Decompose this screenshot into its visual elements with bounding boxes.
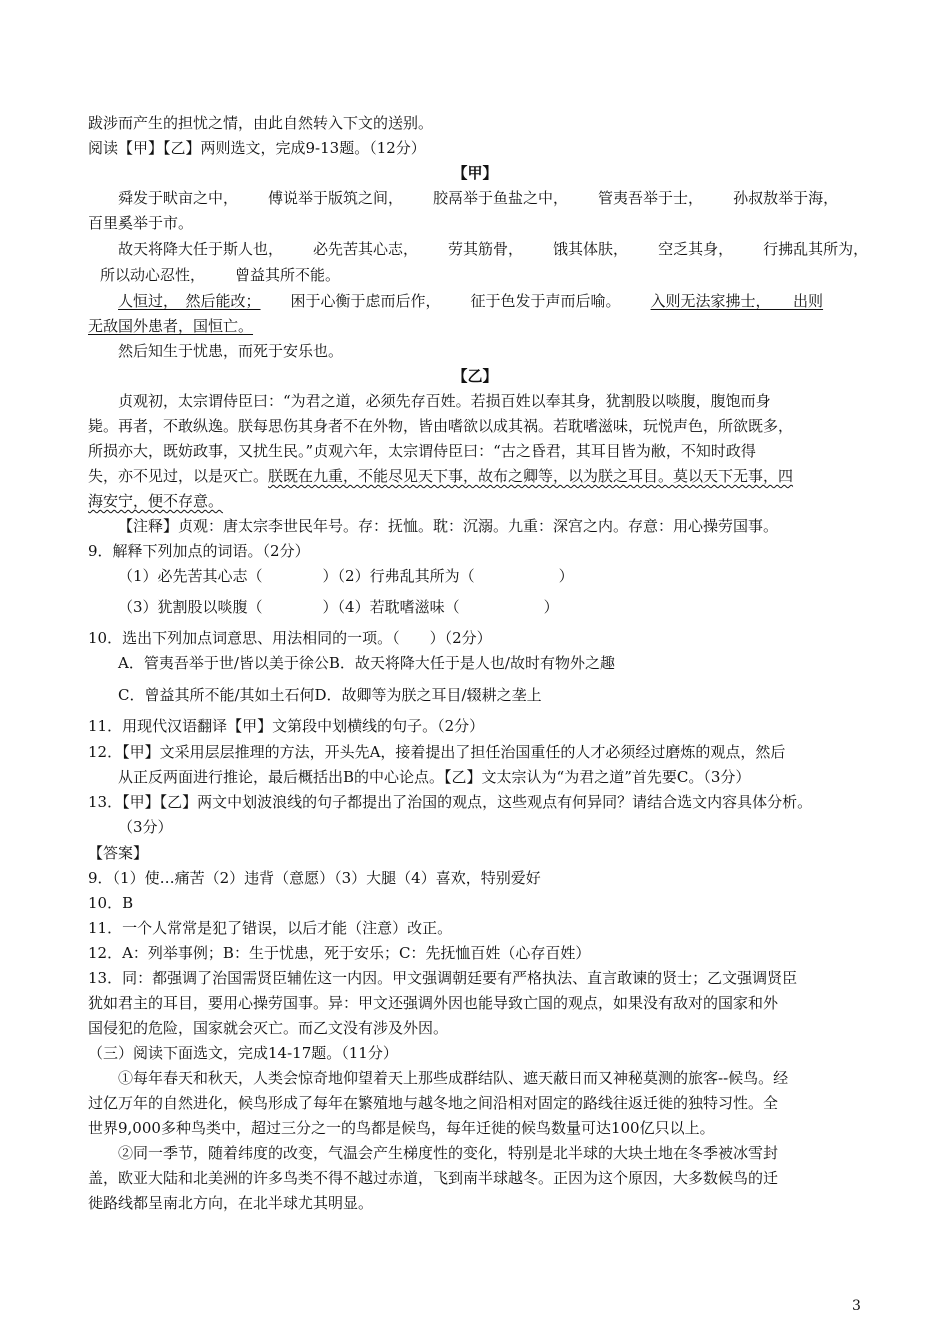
- text-line: [100, 264, 340, 286]
- question-10-options-ab: A．管夷吾举于世/皆以美于徐公B．故天将降大任于是人也/故时有物外之趣: [118, 654, 615, 672]
- phrase: 空乏其身，: [658, 240, 734, 258]
- question-10: 10．选出下列加点词意思、用法相同的一项。（ ）（2分）: [88, 629, 492, 647]
- text-line: [88, 315, 253, 337]
- section-3-instruction: （三）阅读下面选文，完成14-17题。（11分）: [88, 1044, 398, 1062]
- yi-text-line: [88, 465, 793, 487]
- phrase: 饿其体肤，: [553, 240, 629, 258]
- yi-text-line: 毙。再者，不敢纵逸。朕每思伤其身者不在外物，皆由嗜欲以成其祸。若耽嗜滋味，玩悦声色，所欲既多，: [88, 417, 794, 435]
- question-9: 9．解释下列加点的词语。（2分）: [88, 542, 310, 560]
- item: （3）犹割股以啖腹（: [118, 598, 263, 616]
- question-12: 12．【甲】文采用层层推理的方法，开头先A，接着提出了担任治国重任的人才必须经过磨炼的观点，然后: [88, 743, 786, 761]
- text-line: 百里奚举于市。: [88, 214, 194, 232]
- text-line: 跋涉而产生的担忧之情，由此自然转入下文的送别。: [88, 114, 434, 132]
- page-number: 3: [852, 1298, 861, 1314]
- section-title-jia: 【甲】: [452, 164, 498, 182]
- answer-13: 国侵犯的危险，国家就会灭亡。而乙文没有涉及外因。: [88, 1019, 449, 1037]
- underlined-sentence: 无敌国外患者，国恒亡。: [88, 317, 254, 335]
- item: （1）必先苦其心志（: [118, 567, 263, 585]
- answer-13: 13．同：都强调了治国需贤臣辅佐这一内因。甲文强调朝廷要有严格执法、直言敢谏的贤士；乙文强调贤臣: [88, 969, 798, 987]
- underlined-sentence: 人恒过， 然后能改；: [118, 292, 261, 310]
- passage-paragraph-2: 徙路线都呈南北方向，在北半球尤其明显。: [88, 1194, 374, 1212]
- reading-instruction: 阅读【甲】【乙】两则选文，完成9-13题。（12分）: [88, 139, 426, 157]
- wavy-underlined-sentence: 朕既在九重，不能尽见天下事，故布之卿等，以为朕之耳目。莫以天下无事，四: [268, 467, 794, 485]
- phrase: 行拂乱其所为，: [763, 240, 869, 258]
- answer-title: 【答案】: [88, 844, 149, 862]
- phrase: 傅说举于版筑之间，: [268, 189, 404, 207]
- answer-10: 10．B: [88, 894, 134, 912]
- phrase: 征于色发于声而后喻。: [470, 292, 621, 310]
- item: ）（4）若耽嗜滋味（: [322, 598, 460, 616]
- section-title-yi: 【乙】: [452, 367, 498, 385]
- phrase: 胶鬲举于鱼盐之中，: [433, 189, 569, 207]
- passage-paragraph-1: 世界9,000多种鸟类中，超过三分之一的鸟都是候鸟，每年迁徙的候鸟数量可达100亿只以上。: [88, 1119, 715, 1137]
- passage-paragraph-2: 盖，欧亚大陆和北美洲的许多鸟类不得不越过赤道，飞到南半球越冬。正因为这个原因，大多数候鸟的迁: [88, 1169, 779, 1187]
- phrase: 故天将降大任于斯人也，: [118, 240, 284, 258]
- answer-11: 11．一个人常常是犯了错误，以后才能（注意）改正。: [88, 919, 453, 937]
- answer-13: 犹如君主的耳目，要用心操劳国事。异：甲文还强调外因也能导致亡国的观点，如果没有敌对的国家和外: [88, 994, 779, 1012]
- passage-paragraph-1: ①每年春天和秋天，人类会惊奇地仰望着天上那些成群结队、遮天蔽日而又神秘莫测的旅客--候鸟。经: [118, 1069, 789, 1087]
- question-13: 13．【甲】【乙】两文中划波浪线的句子都提出了治国的观点，这些观点有何异同？请结合选文内容具体分析。: [88, 793, 813, 811]
- question-11: 11．用现代汉语翻译【甲】文第段中划横线的句子。（2分）: [88, 717, 485, 735]
- phrase: 困于心衡于虑而后作，: [290, 292, 441, 310]
- question-13: （3分）: [118, 818, 173, 836]
- passage-paragraph-1: 过亿万年的自然进化，候鸟形成了每年在繁殖地与越冬地之间沿相对固定的路线往返迁徙的独特习性。全: [88, 1094, 779, 1112]
- phrase: 必先苦其心志，: [313, 240, 419, 258]
- wavy-underlined-sentence: 海安宁，便不存意。: [88, 492, 224, 510]
- jia-paragraph-2: [118, 238, 868, 260]
- annotation: 【注释】贞观：唐太宗李世民年号。存：抚恤。耽：沉溺。九重：深宫之内。存意：用心操劳国事。: [118, 517, 779, 535]
- item: ）（2）行弗乱其所为（: [322, 567, 475, 585]
- question-9-items: [118, 565, 574, 587]
- phrase: 曾益其所不能。: [235, 266, 341, 284]
- passage-paragraph-2: ②同一季节，随着纬度的改变，气温会产生梯度性的变化，特别是北半球的大块土地在冬季被冰雪封: [118, 1144, 779, 1162]
- answer-12: 12．A：列举事例；B：生于忧患，死于安乐；C：先抚恤百姓（心存百姓）: [88, 944, 591, 962]
- yi-text-line: [88, 490, 223, 512]
- item: ）: [543, 598, 559, 616]
- yi-text-line: 所损亦大，既妨政事，又扰生民。”贞观六年，太宗谓侍臣曰：“古之昏君，其耳目皆为敝，不知时政得: [88, 442, 756, 460]
- phrase: 失，亦不见过，以是灭亡。: [88, 467, 269, 485]
- jia-paragraph-3: [118, 290, 823, 312]
- underlined-sentence: 入则无法家拂士， 出则: [650, 292, 824, 310]
- jia-paragraph-4: 然后知生于忧患，而死于安乐也。: [118, 342, 344, 360]
- phrase: 劳其筋骨，: [448, 240, 524, 258]
- phrase: 舜发于畎亩之中，: [118, 189, 239, 207]
- jia-paragraph-1: [118, 187, 838, 209]
- phrase: 所以动心忍性，: [100, 266, 206, 284]
- yi-text-line: 贞观初，太宗谓侍臣曰：“为君之道，必须先存百姓。若损百姓以奉其身，犹割股以啖腹，腹饱而身: [118, 392, 771, 410]
- question-10-options-cd: C．曾益其所不能/其如土石何D．故卿等为朕之耳目/辍耕之垄上: [118, 686, 542, 704]
- phrase: 管夷吾举于士，: [598, 189, 704, 207]
- question-12: 从正反两面进行推论，最后概括出B的中心论点。【乙】文太宗认为“为君之道”首先要C。（3分）: [118, 768, 751, 786]
- phrase: 孙叔敖举于海，: [733, 189, 839, 207]
- question-9-items: [118, 596, 559, 618]
- answer-9: 9．（1）使…痛苦（2）违背（意愿）（3）大腿（4）喜欢，特别爱好: [88, 869, 541, 887]
- item: ）: [558, 567, 574, 585]
